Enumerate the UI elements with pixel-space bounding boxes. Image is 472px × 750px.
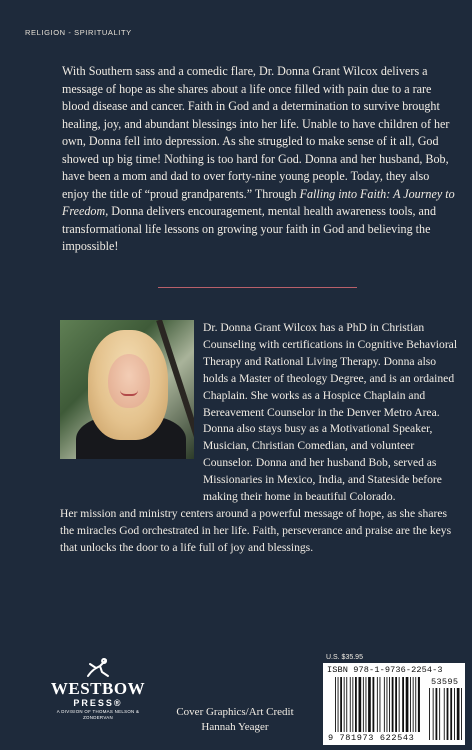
blurb-end-text: , Donna delivers encouragement, mental health awareness tools, and transformational life lessons on growing your faith in God and believing the impossible! [62, 204, 437, 253]
credit-line-1: Cover Graphics/Art Credit [176, 706, 294, 718]
publisher-press: PRESS® [73, 698, 123, 708]
section-divider [158, 287, 357, 288]
runner-icon [84, 656, 112, 680]
isbn-text: ISBN 978-1-9736-2254-3 [327, 665, 443, 675]
addon-number: 53595 [431, 677, 459, 687]
credit-line-2: Hannah Yeager [201, 721, 269, 733]
back-cover-blurb [62, 63, 458, 256]
book-title: Falling into Faith: A Journey to Freedom [62, 186, 455, 218]
author-photo [60, 320, 194, 459]
category-label: RELIGION - SPIRITUALITY [25, 28, 132, 37]
publisher-brand: WESTBOW [50, 679, 146, 698]
publisher-logo [45, 656, 151, 720]
cover-credit [175, 705, 295, 735]
barcode [323, 663, 465, 745]
blurb-main-text: With Southern sass and a comedic flare, Dr. Donna Grant Wilcox delivers a message of hope as she shares about a life once filled with pain due to a rare blood disease and cancer. Faith in God and a determination to survive brought healing, joy, and abundant blessings into her life. Unable to have children of her own, Donna fell into depression. As she struggled to make sense of it all, God showed up big time! Nothing is too hard for God. Donna and her husband, Bob, have been a mom and dad to over forty-nine young people. Today, they also enjoy the title of “proud grandparents.” Through [62, 64, 450, 201]
author-bio-full-text: Her mission and ministry centers around a powerful message of hope, as she shares the miracles God orchestrated in her life. Faith, perseverance and praise are the keys that unlocks the door to a life full of joy and blessings. [60, 506, 452, 554]
author-bio [60, 320, 460, 557]
publisher-division: A DIVISION OF THOMAS NELSON & ZONDERVAN [56, 709, 140, 720]
author-bio-side-text: Dr. Donna Grant Wilcox has a PhD in Christian Counseling with certifications in Cognitive Behavioral Therapy and Rational Living Therapy. Donna also holds a Master of theology Degree, and is an ordained Chaplain. She works as a Hospice Chaplain and Bereavement Counselor in the Denver Metro Area. Donna also stays busy as a Motivational Speaker, Musician, Christian Comedian, and volunteer Counselor. Donna and her husband Bob, served as Missionaries in Mexico, India, and Stateside before making their home in beautiful Colorado. [203, 321, 458, 504]
price-label: U.S. $35.95 [326, 654, 363, 661]
ean-number: 9 781973 622543 [328, 733, 415, 743]
